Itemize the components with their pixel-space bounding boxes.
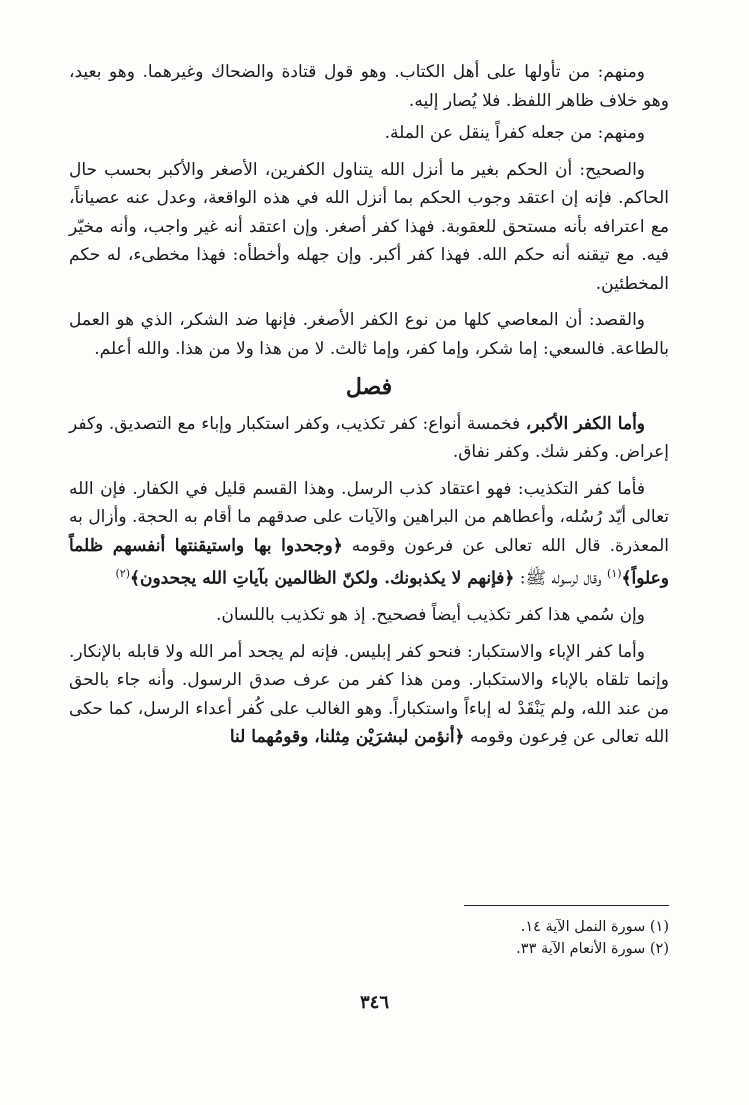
quran-quote-2: ﴿فإنهم لا يكذبونك. ولكنّ الظالمين بآياتِ الله يجحدون﴾ [130,568,515,589]
footnote-ref-2[interactable]: (٢) [115,567,131,580]
quran-quote-1: ﴿وجحدوا بها واستيقنتها أنفسهم ظلماً وعلواً﴾ [69,535,669,589]
paragraph-4: والقصد: أن المعاصي كلها من نوع الكفر الأصغر. فإنها ضد الشكر، الذي هو العمل بالطاعة. فالسعي: إما شكر، وإما كفر، وإما ثالث. لا من هذا ولا من هذا. والله أعلم. [69,310,669,359]
footnote-ref-1[interactable]: (١) [607,567,622,580]
paragraph-5-lead: وأما الكفر الأكبر، [525,413,645,434]
paragraph-6 [69,475,669,594]
paragraph-2: ومنهم: من جعله كفراً ينقل عن الملة. [384,123,645,143]
paragraph-6-text: فأما كفر التكذيب: فهو اعتقاد كذب الرسل. وهذا القسم قليل في الكفار. فإن الله تعالى أيّد رُسُله، وأعطاهم من البراهين والآيات على صدقهم ما أقام به الحجة. وأزال به المعذرة. قال الله تعالى عن فرعون وقومه [69,478,669,556]
paragraph-8 [69,638,669,752]
paragraph-1: ومنهم: من تأولها على أهل الكتاب. وهو قول قتادة والضحاك وغيرهما. وهو بعيد، وهو خلاف ظاهر اللفظ. فلا يُصار إليه. [69,62,669,111]
paragraph-3: والصحيح: أن الحكم بغير ما أنزل الله يتناول الكفرين، الأصغر والأكبر بحسب حال الحاكم. فإنه إن اعتقد وجوب الحكم بما أنزل الله في هذه الواقعة، وعدل عنه عصياناً، مع اعترافه بأنه مستحق للعقوبة. فهذا كفر أصغر. وإن اعتقد أنه غير واجب، وأنه مخيّر فيه. مع تيقنه أنه حكم الله. فهذا كفر أكبر. وإن جهله وأخطأه: فهذا مخطىء، له حكم المخطئين. [69,159,669,294]
paragraph-6-mid: وقال لرسوله ﷺ: [519,568,602,589]
page-number: ٣٤٦ [359,992,389,1013]
footnote-2: (٢) سورة الأنعام الآية ٣٣. [516,941,669,957]
paragraph-8-text: وأما كفر الإباء والاستكبار: فنحو كفر إبليس. فإنه لم يجحد أمر الله ولا قابله بالإنكار. وإنما تلقاه بالإباء والاستكبار. ومن هذا كفر من عرف صدق الرسول. وأنه جاء بالحق من عند الله، ولم يَنْقَدْ له إباءاً واستكباراً. وهو الغالب على كُفر أعداء الرسل، كما حكى الله تعالى عن فِرعون وقومه [69,641,669,748]
footnotes [69,916,669,960]
section-heading: فصل [345,374,393,400]
quran-quote-3: ﴿أنؤمن لبشرَيْن مِثلنا، وقومُهما لنا [229,727,465,748]
main-text [69,58,669,760]
paragraph-5 [69,410,669,467]
paragraph-7: وإن سُمي هذا كفر تكذيب أيضاً فصحيح. إذ هو تكذيب باللسان. [215,605,645,626]
paragraph-5-rest: فخمسة أنواع: كفر تكذيب، وكفر استكبار وإباء مع التصديق. وكفر إعراض. وكفر شك. وكفر نفاق. [69,413,669,462]
footnote-divider [464,905,669,906]
footnote-1: (١) سورة النمل الآية ١٤. [520,919,669,935]
